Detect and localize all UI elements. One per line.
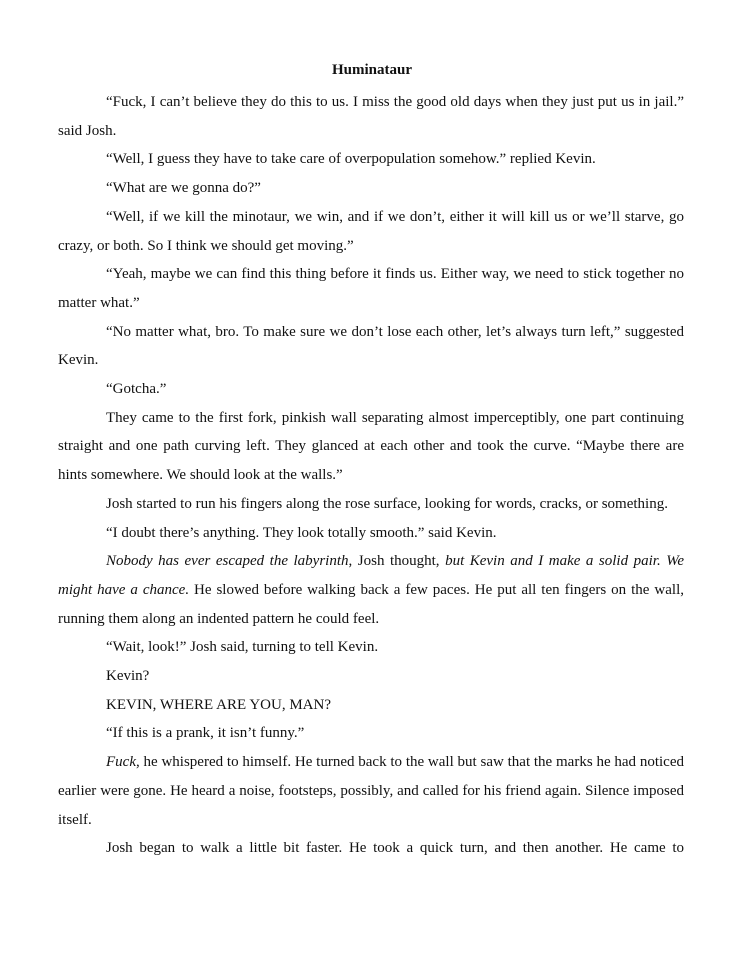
text-run: “Fuck, I can’t believe they do this to us. I miss the good old days when they just put us in jail.” said Josh. bbox=[58, 94, 684, 139]
text-run: “I doubt there’s anything. They look totally smooth.” said Kevin. bbox=[106, 524, 497, 541]
paragraph bbox=[58, 404, 684, 490]
text-run: , he whispered to himself. He turned back to the wall but saw that the marks he had noticed earlier were gone. He heard a noise, footsteps, possibly, and called for his friend again. Silence imposed itself. bbox=[58, 754, 684, 828]
paragraph bbox=[58, 519, 684, 548]
paragraph bbox=[58, 691, 684, 720]
paragraph bbox=[58, 260, 684, 317]
text-run: They came to the first fork, pinkish wall separating almost imperceptibly, one part continuing straight and one path curving left. They glanced at each other and took the curve. “Maybe there are hints somewhere. We should look at the walls.” bbox=[58, 409, 684, 484]
text-run: KEVIN, WHERE ARE YOU, MAN? bbox=[106, 696, 331, 713]
text-run: Kevin? bbox=[106, 668, 150, 685]
paragraph bbox=[58, 145, 684, 174]
text-run: “Wait, look!” Josh said, turning to tell Kevin. bbox=[106, 639, 379, 656]
text-run: “Yeah, maybe we can find this thing before it finds us. Either way, we need to stick together no matter what.” bbox=[58, 266, 684, 311]
paragraph bbox=[58, 318, 684, 375]
paragraph bbox=[58, 375, 684, 404]
text-run: “Gotcha.” bbox=[106, 381, 167, 398]
paragraph bbox=[58, 203, 684, 260]
paragraph bbox=[58, 547, 684, 633]
text-run: “Well, if we kill the minotaur, we win, and if we don’t, either it will kill us or we’ll starve, go crazy, or both. So I think we should get moving.” bbox=[58, 208, 684, 254]
text-run: He slowed before walking back a few paces. He put all ten fingers on the wall, running them along an indented pattern he could feel. bbox=[58, 581, 684, 627]
italic-text-run: Nobody has ever escaped the labyrinth bbox=[106, 553, 349, 570]
text-run: “If this is a prank, it isn’t funny.” bbox=[106, 725, 305, 742]
paragraph bbox=[58, 88, 684, 145]
paragraph bbox=[58, 834, 684, 863]
paragraph bbox=[58, 490, 684, 519]
paragraph bbox=[58, 174, 684, 203]
story-title: Huminataur bbox=[331, 62, 412, 78]
text-run: Josh started to run his fingers along the rose surface, looking for words, cracks, or something. bbox=[106, 495, 668, 512]
text-run: “Well, I guess they have to take care of overpopulation somehow.” replied Kevin. bbox=[106, 151, 596, 168]
paragraph bbox=[58, 662, 684, 691]
text-run: Josh began to walk a little bit faster. He took a quick turn, and then another. He came to bbox=[106, 840, 684, 857]
story-body bbox=[58, 88, 684, 863]
paragraph bbox=[58, 719, 684, 748]
text-run: “No matter what, bro. To make sure we don’t lose each other, let’s always turn left,” suggested Kevin. bbox=[58, 323, 684, 369]
text-run: “What are we gonna do?” bbox=[106, 180, 261, 197]
text-run: , Josh thought, bbox=[348, 553, 446, 570]
italic-text-run: but Kevin and I make a solid pair. We might have a chance. bbox=[58, 553, 684, 598]
paragraph bbox=[58, 748, 684, 834]
paragraph bbox=[58, 633, 684, 662]
italic-text-run: Fuck bbox=[106, 754, 136, 771]
